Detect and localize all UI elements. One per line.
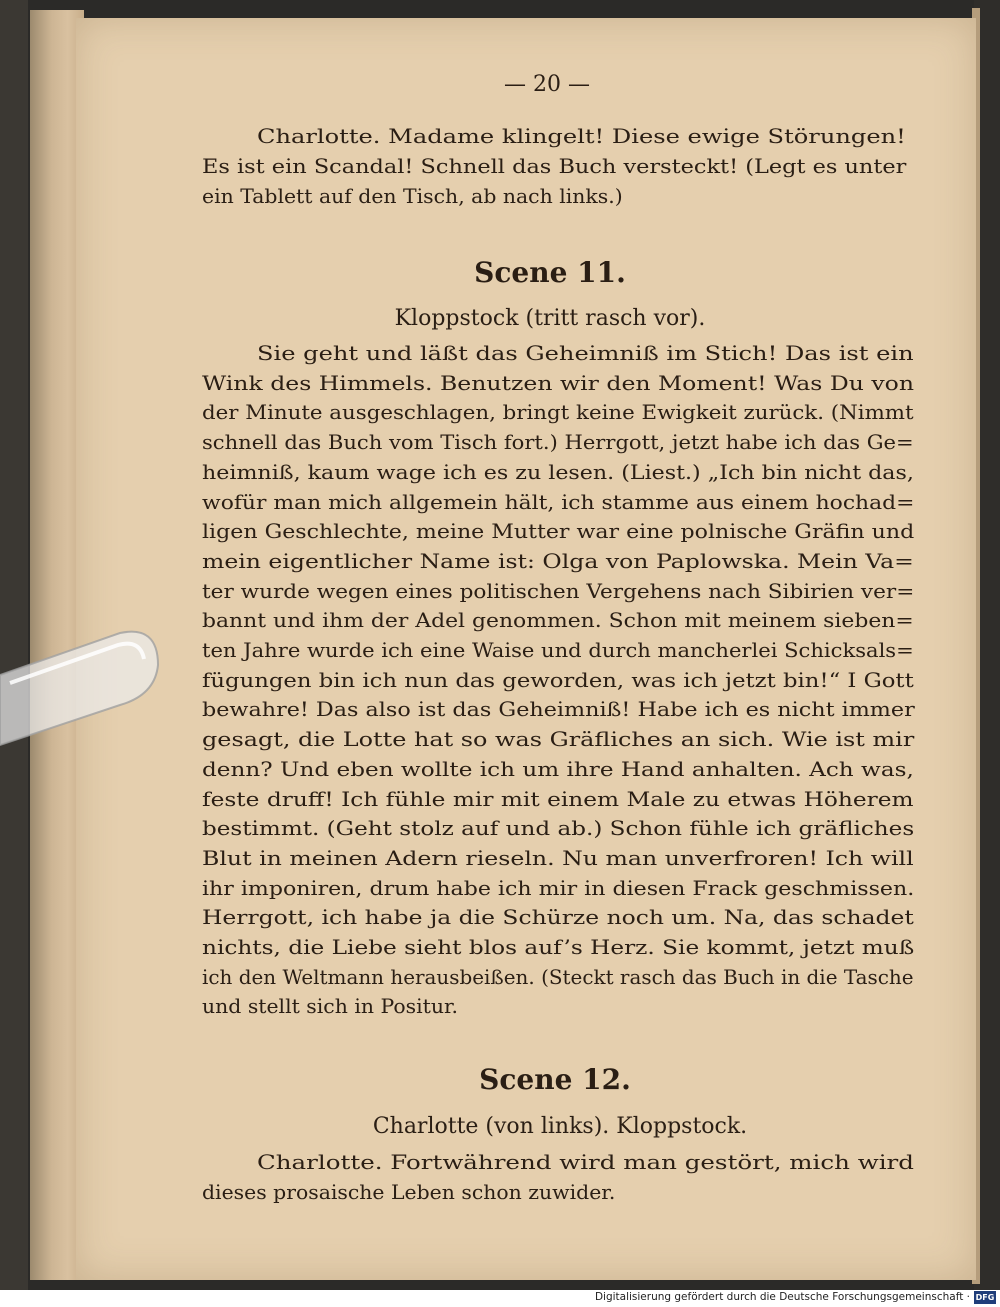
dialogue-line: nichts, die Liebe sieht blos auf’s Herz. Sie kommt, jetzt muß	[202, 935, 915, 959]
scene-12-title: Scene 12.	[479, 1063, 631, 1096]
dialogue-line: mein eigentlicher Name ist: Olga von Paplowska. Mein Va=	[202, 548, 914, 573]
glass-weight-icon	[0, 625, 165, 750]
dialogue-line: dieses prosaische Leben schon zuwider.	[202, 1180, 616, 1204]
dialogue-line: ich den Weltmann herausbeißen. (Steckt rasch das Buch in die Tasche	[202, 964, 914, 989]
stage-text-line: ein Tablett auf den Tisch, ab nach links.)	[202, 184, 623, 208]
dialogue-line: Blut in meinen Adern rieseln. Nu man unverfroren! Ich will	[202, 845, 914, 870]
dfg-logo: DFG	[975, 1293, 995, 1302]
scene-12-subtitle: Charlotte (von links). Kloppstock.	[372, 1114, 748, 1139]
scene-11-title: Scene 11.	[474, 256, 626, 289]
stage-text-line: Charlotte. Madame klingelt! Diese ewige Störungen!	[257, 124, 906, 148]
dialogue-line: feste druff! Ich fühle mir mit einem Male zu etwas Höherem	[202, 786, 914, 811]
dialogue-line: ihr imponiren, drum habe ich mir in diesen Frack geschmissen.	[202, 875, 915, 900]
scene-11-subtitle: Kloppstock (tritt rasch vor).	[394, 306, 706, 331]
dialogue-line: heimniß, kaum wage ich es zu lesen. (Liest.) „Ich bin nicht das,	[202, 459, 914, 484]
dialogue-line: und stellt sich in Positur.	[202, 994, 458, 1019]
dialogue-line: der Minute ausgeschlagen, bringt keine Ewigkeit zurück. (Nimmt	[202, 400, 914, 425]
dialogue-line: Sie geht und läßt das Geheimniß im Stich! Das ist ein	[257, 341, 914, 365]
dialogue-line: wofür man mich allgemein hält, ich stamme aus einem hochad=	[202, 489, 915, 514]
dialogue-line: bewahre! Das also ist das Geheimniß! Habe ich es nicht immer	[202, 697, 915, 722]
dialogue-line: denn? Und eben wollte ich um ihre Hand anhalten. Ach was,	[202, 756, 914, 781]
dialogue-line: Wink des Himmels. Benutzen wir den Moment! Was Du von	[202, 370, 915, 395]
dialogue-line: Charlotte. Fortwährend wird man gestört, mich wird	[257, 1150, 914, 1174]
dialogue-line: ten Jahre wurde ich eine Waise und durch mancherlei Schicksals=	[202, 638, 914, 662]
stage-text-line: Es ist ein Scandal! Schnell das Buch versteckt! (Legt es unter	[202, 154, 907, 178]
page-number: — 20 —	[504, 72, 590, 97]
dialogue-line: ter wurde wegen eines politischen Vergehens nach Sibirien ver=	[202, 578, 915, 603]
dialogue-line: bannt und ihm der Adel genommen. Schon mit meinem sieben=	[202, 608, 914, 633]
dialogue-line: gesagt, die Lotte hat so was Gräfliches an sich. Wie ist mir	[202, 727, 915, 752]
dialogue-line: fügungen bin ich nun das geworden, was ich jetzt bin!“ I Gott	[202, 667, 914, 692]
dialogue-line: bestimmt. (Geht stolz auf und ab.) Schon fühle ich gräfliches	[202, 816, 915, 841]
dialogue-line: schnell das Buch vom Tisch fort.) Herrgott, jetzt habe ich das Ge=	[202, 430, 914, 455]
dialogue-line: ligen Geschlechte, meine Mutter war eine polnische Gräfin und	[202, 519, 915, 544]
digitization-credit: Digitalisierung gefördert durch die Deutsche Forschungsgemeinschaft ·	[594, 1291, 970, 1303]
dialogue-line: Herrgott, ich habe ja die Schürze noch um. Na, das schadet	[202, 905, 914, 930]
